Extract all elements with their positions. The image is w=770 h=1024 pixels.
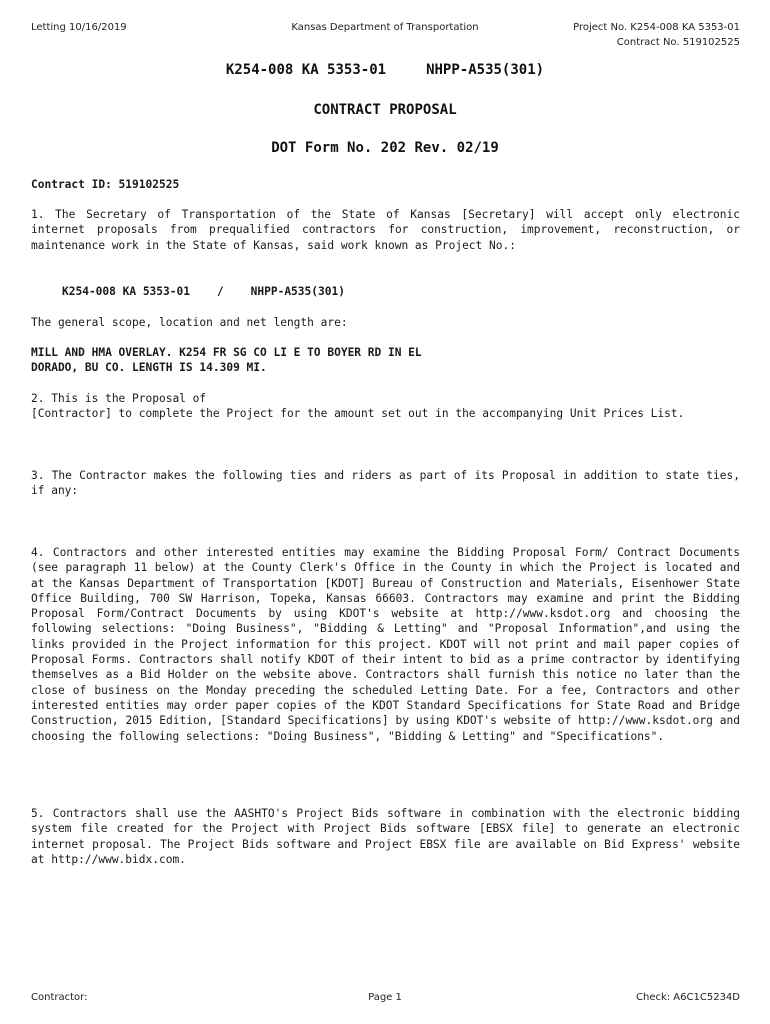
project-contract-header [573,20,740,50]
paragraph-2-line-2: [Contractor] to complete the Project for the amount set out in the accompanying Unit Prices List. [31,407,685,421]
agency-name: Kansas Department of Transportation [291,22,479,33]
paragraph-5: 5. Contractors shall use the AASHTO's Project Bids software in combination with the electronic bidding system file created for the Project with Project Bids software [EBSX file] to generate an electronic internet proposal. The Project Bids software and Project EBSX file are available on Bid Express' website at http://www.bidx.com. [31,807,740,866]
paragraph-2 [31,391,740,422]
scope-intro: The general scope, location and net length are: [31,316,348,329]
letting-date: Letting 10/16/2019 [31,22,127,33]
footer-page-number: Page 1 [368,992,402,1003]
contract-id: Contract ID: 519102525 [31,178,180,191]
project-title-right: NHPP-A535(301) [426,62,545,78]
proposal-heading: CONTRACT PROPOSAL [313,102,457,118]
footer-check-code: Check: A6C1C5234D [636,992,740,1003]
scope-line-2: DORADO, BU CO. LENGTH IS 14.309 MI. [31,361,267,375]
project-separator: / [216,285,224,298]
scope-description [31,345,740,376]
project-number-line [62,284,770,299]
project-title-left: K254-008 KA 5353-01 [225,62,387,78]
paragraph-1: 1. The Secretary of Transportation of the State of Kansas [Secretary] will accept only electronic internet proposals from prequalified contractors for construction, improvement, reconstruction, or maintenance work in the State of Kansas, said work known as Project No.: [31,208,740,252]
project-number-left: K254-008 KA 5353-01 [62,285,190,298]
project-number-right: NHPP-A535(301) [250,285,345,298]
paragraph-3: 3. The Contractor makes the following ties and riders as part of its Proposal in addition to state ties, if any: [31,469,740,498]
footer-contractor: Contractor: [31,992,88,1003]
contract-number: Contract No. 519102525 [616,37,740,48]
paragraph-2-line-1: 2. This is the Proposal of [31,392,207,405]
project-title [0,62,770,78]
scope-line-1: MILL AND HMA OVERLAY. K254 FR SG CO LI E TO BOYER RD IN EL [31,346,422,359]
form-number: DOT Form No. 202 Rev. 02/19 [271,140,499,156]
project-number: Project No. K254-008 KA 5353-01 [573,22,740,33]
paragraph-4: 4. Contractors and other interested entities may examine the Bidding Proposal Form/ Contract Documents (see paragraph 11 below) at the County Clerk's Office in the County in which the Project is located and at the Kansas Department of Transportation [KDOT] Bureau of Construction and Materials, Eisenhower State Office Building, 700 SW Harrison, Topeka, Kansas 66603. Contractors may examine and print the Bidding Proposal Form/Contract Documents by using KDOT's website at http://www.ksdot.org and choosing the following selections: "Doing Business", "Bidding & Letting" and "Proposal Information",and using the links provided in the Project information for this project. KDOT will not print and mail paper copies of Proposal Forms. Contractors shall notify KDOT of their intent to bid as a prime contractor by identifying themselves as a Bid Holder on the website above. Contractors shall furnish this notice no later than the close of business on the Monday preceding the scheduled Letting Date. For a fee, Contractors and other interested entities may order paper copies of the KDOT Standard Specifications for State Road and Bridge Construction, 2015 Edition, [Standard Specifications] by using KDOT's website of http://www.ksdot.org and choosing the following selections: "Doing Business", "Bidding & Letting" and "Specifications". [31,546,740,743]
